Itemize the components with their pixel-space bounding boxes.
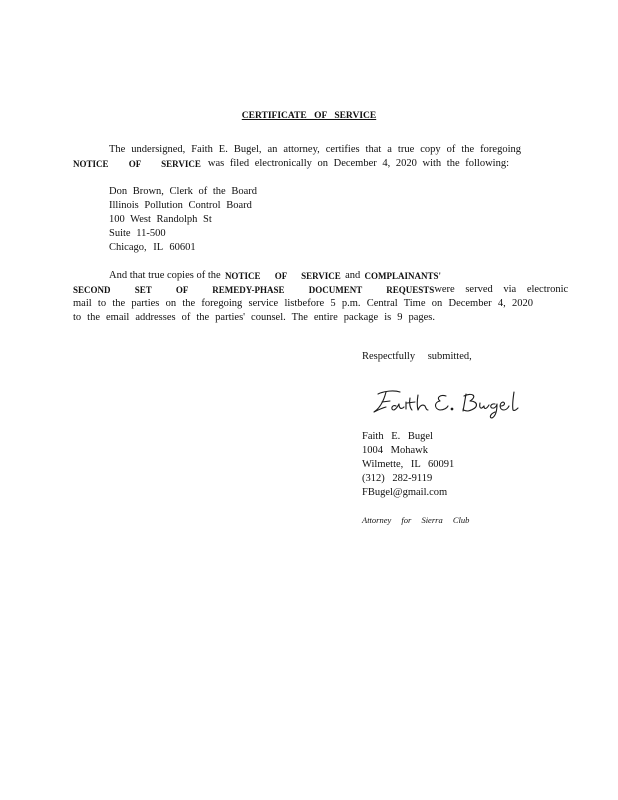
para2-line2-rest: were served via electronic [434,284,569,295]
notice-of-service-bold: NOTICE OF SERVICE [73,159,201,169]
para2-line1 [109,269,441,283]
signer-line: 1004 Mohawk [362,445,428,456]
notice-of-service-bold-2: NOTICE OF SERVICE [224,271,341,281]
recipient-line: 100 West Randolph St [109,214,212,225]
complainants-bold: COMPLAINANTS' [364,271,441,281]
certificate-heading: CERTIFICATE OF SERVICE [241,111,377,121]
recipient-line: Suite 11-500 [109,228,166,239]
para2-line3: mail to the parties on the foregoing service listbefore 5 p.m. Central Time on December 4, 2020 [73,298,533,309]
para2-line4: to the email addresses of the parties' counsel. The entire package is 9 pages. [73,312,435,323]
recipient-line: Don Brown, Clerk of the Board [109,186,257,197]
document-requests-bold: SECOND SET OF REMEDY-PHASE DOCUMENT REQUESTS [73,285,435,295]
para2-and: and [345,270,361,281]
signer-line: Faith E. Bugel [362,431,433,442]
para1-line2-rest: was filed electronically on December 4, 2020 with the following: [207,158,509,169]
signer-line: (312) 282-9119 [362,473,433,484]
recipient-line: Illinois Pollution Control Board [109,200,252,211]
signer-block [362,430,454,500]
para2-prefix: And that true copies of the [109,270,221,281]
handwritten-signature [368,386,528,420]
signer-role: Attorney for Sierra Club [362,515,470,525]
para1-line2 [73,157,509,171]
recipient-line: Chicago, IL 60601 [109,242,196,253]
para2-line2 [73,283,569,297]
signer-line: Wilmette, IL 60091 [362,459,455,470]
recipient-address [109,185,257,255]
signer-email: FBugel@gmail.com [362,487,448,498]
closing-text: Respectfully submitted, [362,351,472,362]
para1-line1: The undersigned, Faith E. Bugel, an attorney, certifies that a true copy of the foregoing [109,144,521,155]
